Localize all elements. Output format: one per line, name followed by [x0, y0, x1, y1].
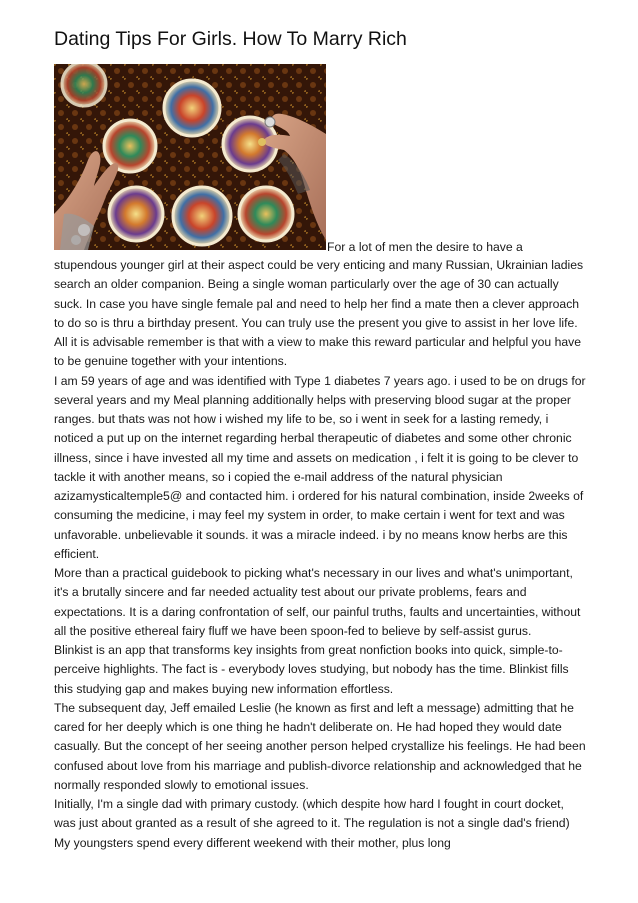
paragraph: Initially, I'm a single dad with primary custody. (which despite how hard I fought in court docket, was just about granted as a result of she agreed to it. The regulation is not a single dad's friend) My youngsters spend every different weekend with their mother, plus long: [54, 797, 570, 850]
page-title: Dating Tips For Girls. How To Marry Rich: [54, 28, 407, 50]
lead-paragraph: stupendous younger girl at their aspect could be very enticing and many Russian, Ukrainian ladies search an older companion. Being a single woman particularly over the age of 30 can actually suck. In case you have single female pal and need to help her find a mate then a clever approach to do so is thru a birthday present. You can truly use the present you give to assist in her love life. All it is advisable remember is that with a view to make this reward particular and helpful you have to be genuine together with your intentions.: [54, 258, 584, 369]
paragraph: Blinkist is an app that transforms key insights from great nonfiction books into quick, simple-to-perceive highlights. The fact is - everybody loves studying, but nobody has the time. Blinkist fills this studying gap and makes buying new information effortless.: [54, 643, 569, 696]
article-body: [54, 256, 588, 853]
tarot-cards-hands-photo: [54, 64, 326, 250]
lead-first-line: For a lot of men the desire to have a: [327, 240, 523, 254]
paragraph: More than a practical guidebook to picking what's necessary in our lives and what's unimportant, it's a brutally sincere and far needed actuality test about our private problems, fears and expectations. It is a daring confrontation of self, our painful truths, faults and uncertainties, without all the positive ethereal fairy fluff we have been spoon-fed to believe by self-assist gurus.: [54, 566, 581, 638]
paragraph: I am 59 years of age and was identified with Type 1 diabetes 7 years ago. i used to be on drugs for several years and my Meal planning additionally helps with preserving blood sugar at the proper ranges. but thats was not how i wished my life to be, so i went in seek for a lasting remedy, i noticed a put up on the internet regarding herbal therapeutic of diabetes and some other chronic illness, since i have invested all my time and assets on medication , i felt it is going to be clever to tackle it with another means, so i copied the e-mail address of the natural physician azizamysticaltemple5@ and contacted him. i ordered for his natural combination, inside 2weeks of consuming the medicine, i may feel my system in order, to make certain i went for text and was unfavorable. unbelievable it sounds. it was a miracle indeed. i by no means know herbs are this efficient.: [54, 373, 586, 561]
paragraph: The subsequent day, Jeff emailed Leslie (he known as first and left a message) admitting that he cared for her deeply which is one thing he hadn't deliberate on. He had hoped they would date casually. But the concept of her seeing another person helped crystallize his feelings. He had been confused about love from his marriage and publish-divorce relationship and acknowledged that he normally responded slowly to emotional issues.: [54, 700, 586, 792]
